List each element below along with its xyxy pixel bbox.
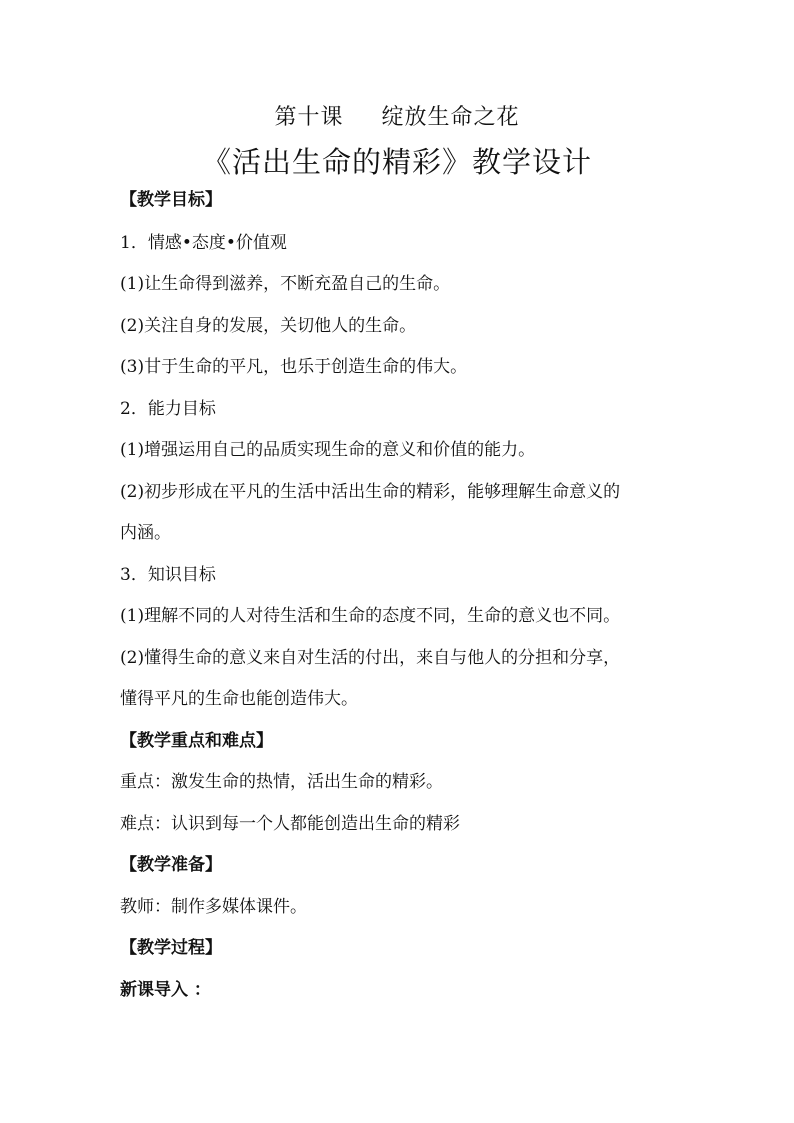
objective-item: (1)增强运用自己的品质实现生命的意义和价值的能力。 bbox=[120, 440, 536, 460]
document-subtitle: 《活出生命的精彩》教学设计 bbox=[201, 145, 592, 179]
objective-item: (2)关注自身的发展，关切他人的生命。 bbox=[120, 316, 417, 336]
section-heading-objectives: 【教学目标】 bbox=[120, 190, 222, 210]
objective-item: (2)初步形成在平凡的生活中活出生命的精彩，能够理解生命意义的 bbox=[120, 482, 621, 502]
section-heading-preparation: 【教学准备】 bbox=[120, 855, 222, 875]
objective-emotion-label: 1．情感•态度•价值观 bbox=[120, 233, 287, 253]
objective-item: (1)让生命得到滋养，不断充盈自己的生命。 bbox=[120, 274, 451, 294]
lesson-number: 第十课 bbox=[274, 105, 344, 130]
objective-ability-label: 2．能力目标 bbox=[120, 399, 216, 419]
section-heading-process: 【教学过程】 bbox=[120, 938, 222, 958]
preparation-teacher: 教师：制作多媒体课件。 bbox=[120, 897, 307, 917]
lesson-name: 绽放生命之花 bbox=[381, 105, 520, 130]
objective-item: 懂得平凡的生命也能创造伟大。 bbox=[120, 689, 358, 709]
objective-item: (3)甘于生命的平凡，也乐于创造生命的伟大。 bbox=[120, 357, 468, 377]
section-heading-key-points: 【教学重点和难点】 bbox=[120, 731, 273, 751]
objective-item: 内涵。 bbox=[120, 523, 171, 543]
process-intro: 新课导入 ： bbox=[120, 980, 211, 1000]
lesson-title bbox=[0, 100, 794, 131]
objective-item: (1)理解不同的人对待生活和生命的态度不同，生命的意义也不同。 bbox=[120, 606, 621, 626]
key-point-difficulty: 难点：认识到每一个人都能创造出生命的精彩 bbox=[120, 814, 460, 834]
objective-item: (2)懂得生命的意义来自对生活的付出，来自与他人的分担和分享， bbox=[120, 648, 621, 668]
objective-knowledge-label: 3．知识目标 bbox=[120, 565, 216, 585]
key-point-focus: 重点：激发生命的热情，活出生命的精彩。 bbox=[120, 772, 443, 792]
